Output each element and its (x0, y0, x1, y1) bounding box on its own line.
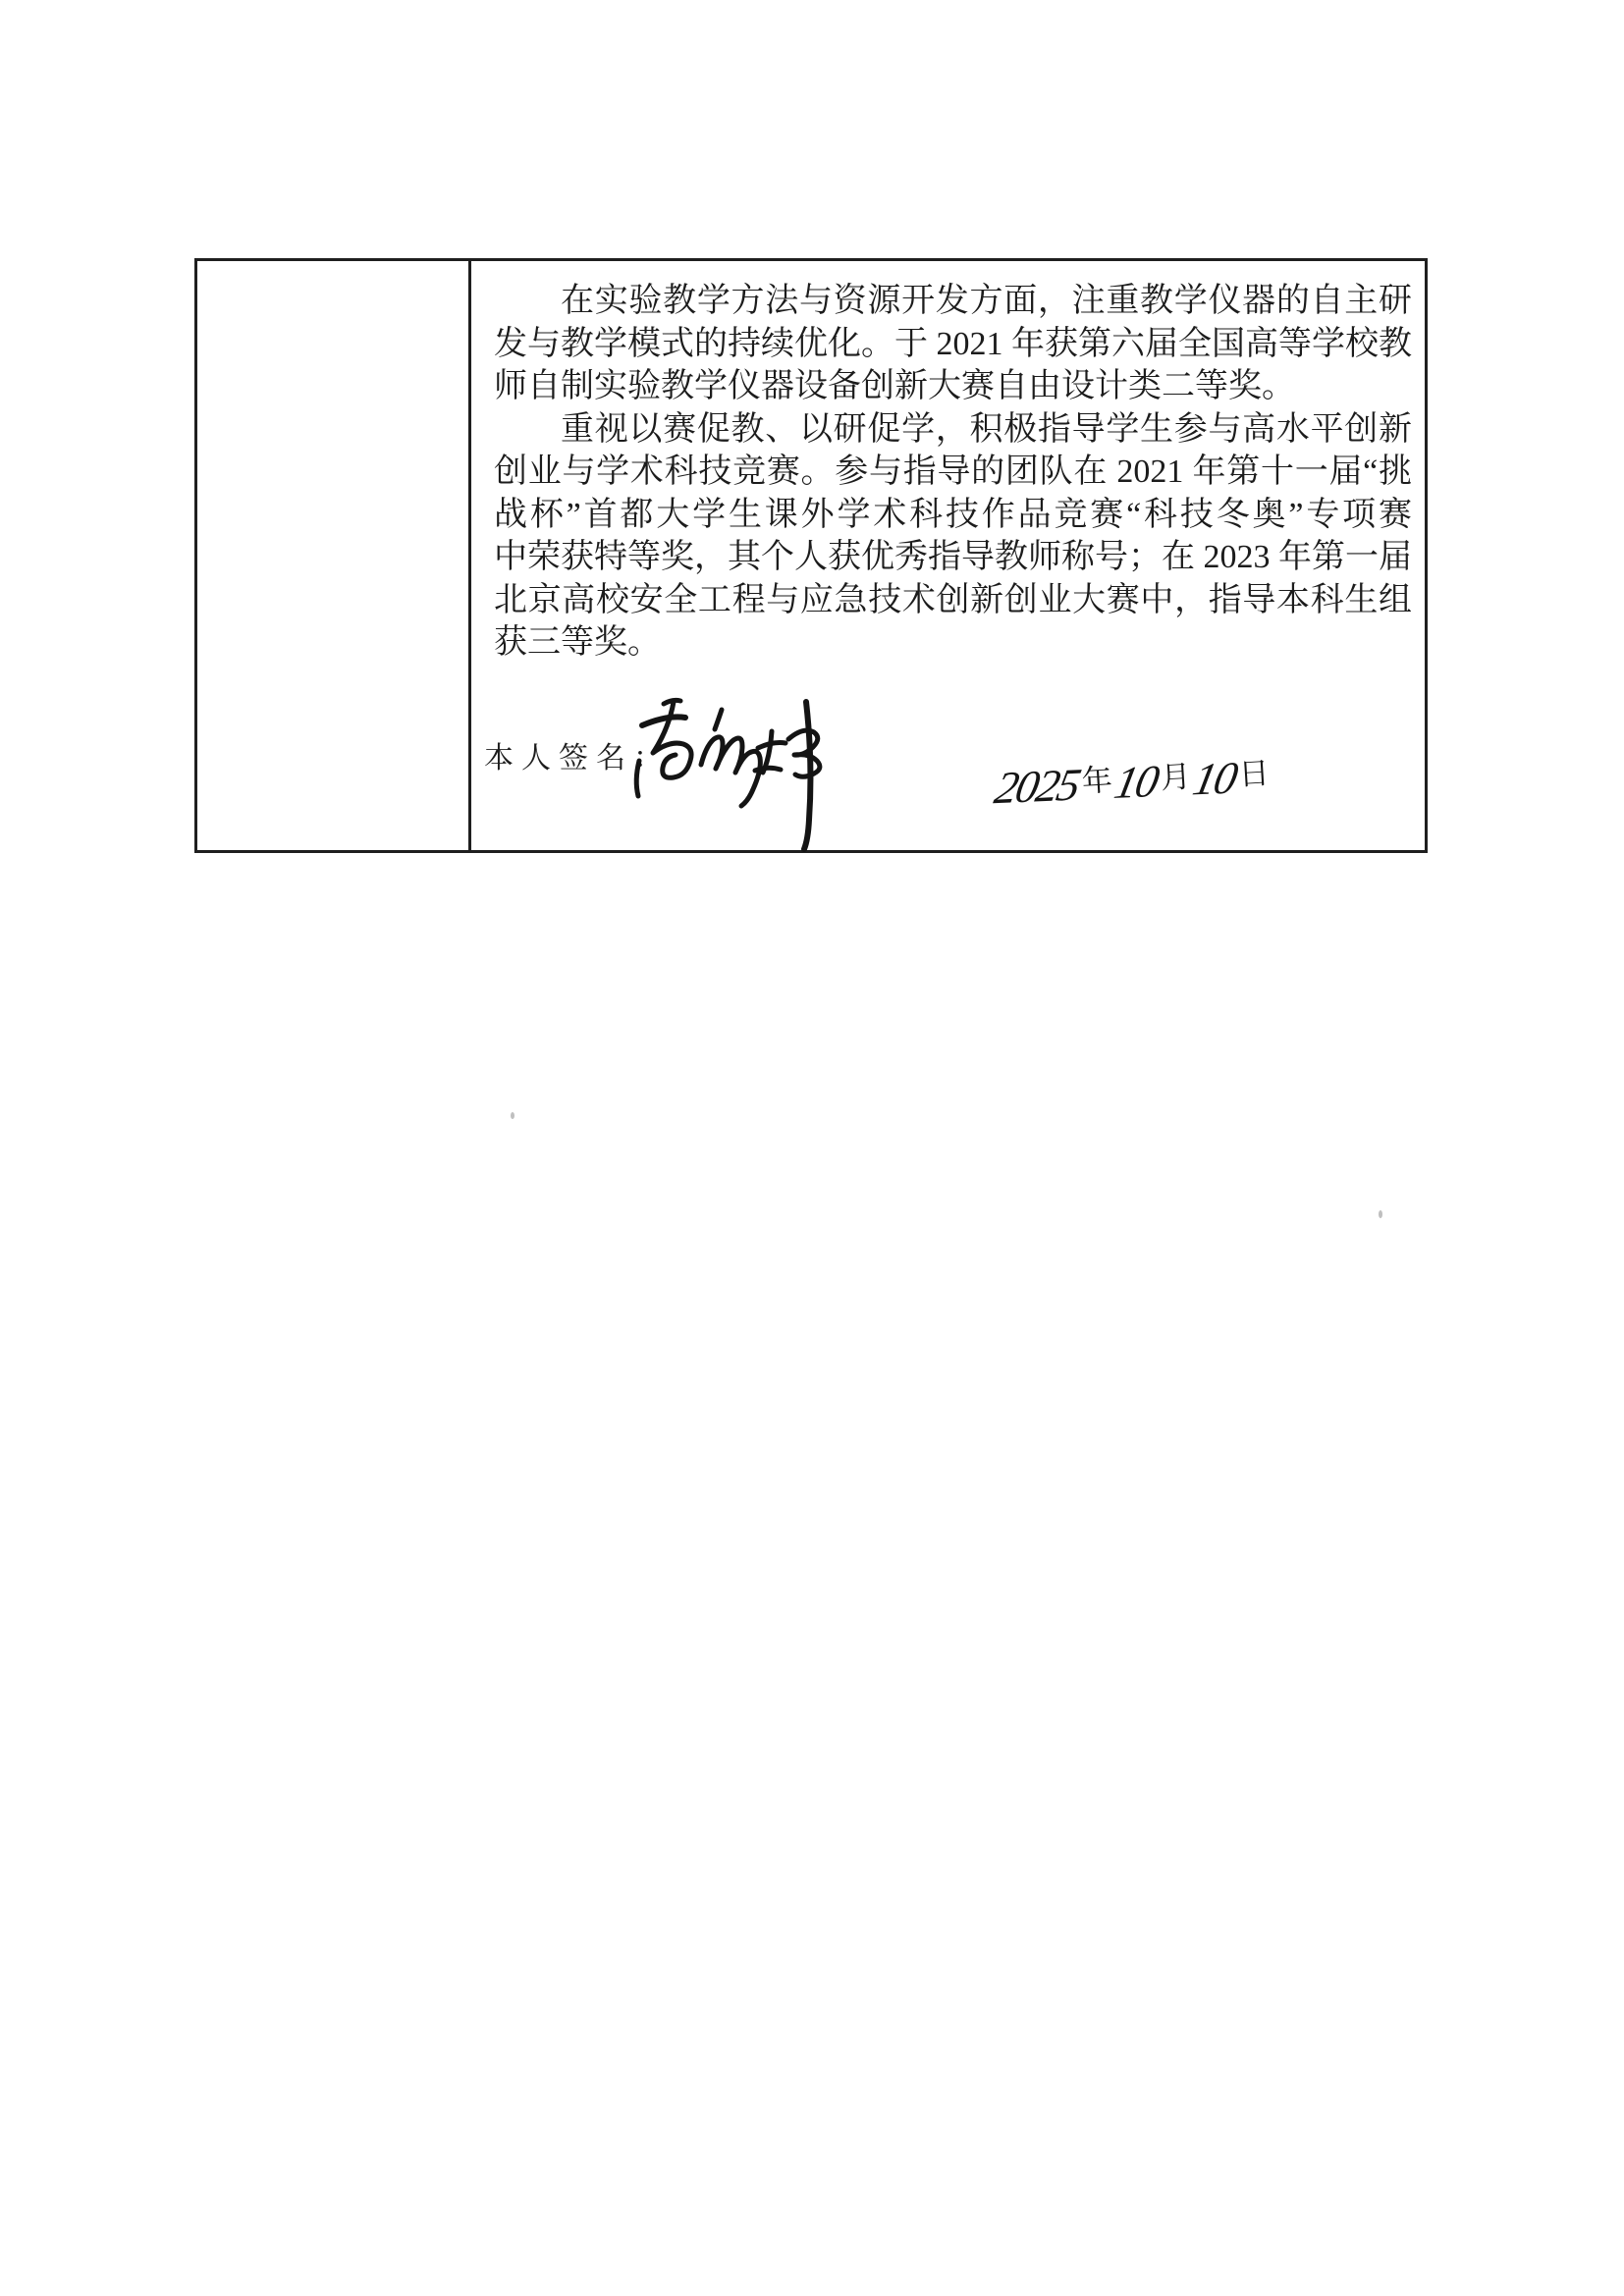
paragraph2-line4: 中荣获特等奖，其个人获优秀指导教师称号；在 2023 年第一届 (494, 539, 1412, 575)
date-year: 2025 (990, 759, 1084, 814)
signature-handwriting (628, 696, 825, 858)
paragraph2-line3: 战杯”首都大学生课外学术科技作品竞赛“科技冬奥”专项赛 (494, 496, 1412, 533)
date-month: 10 (1110, 755, 1163, 809)
date-day-suffix: 日 (1237, 755, 1271, 792)
paragraph1-line3: 师自制实验教学仪器设备创新大赛自由设计类二等奖。 (494, 368, 1295, 404)
scan-speck (511, 1112, 514, 1119)
paragraph2-line1: 重视以赛促教、以研促学，积极指导学生参与高水平创新 (561, 410, 1412, 448)
handwritten-date (990, 752, 1273, 814)
form-table-left-cell (197, 261, 471, 850)
date-month-suffix: 月 (1159, 759, 1192, 796)
date-year-suffix: 年 (1080, 762, 1113, 799)
body-text (494, 280, 1412, 665)
paragraph1-line1: 在实验教学方法与资源开发方面，注重教学仪器的自主研 (561, 283, 1412, 319)
form-table-content-cell (471, 261, 1425, 850)
paragraph1-line2: 发与教学模式的持续优化。于 2021 年获第六届全国高等学校教 (494, 325, 1412, 362)
signature-label: 本人签名： (484, 742, 671, 774)
paragraph2-line2: 创业与学术科技竞赛。参与指导的团队在 2021 年第十一届“挑 (494, 454, 1412, 490)
form-table (194, 258, 1428, 853)
paragraph2-line6: 获三等奖。 (494, 624, 661, 661)
paragraph2-line5: 北京高校安全工程与应急技术创新创业大赛中，指导本科生组 (494, 581, 1412, 618)
date-day: 10 (1188, 752, 1241, 805)
scan-speck (1379, 1210, 1382, 1218)
